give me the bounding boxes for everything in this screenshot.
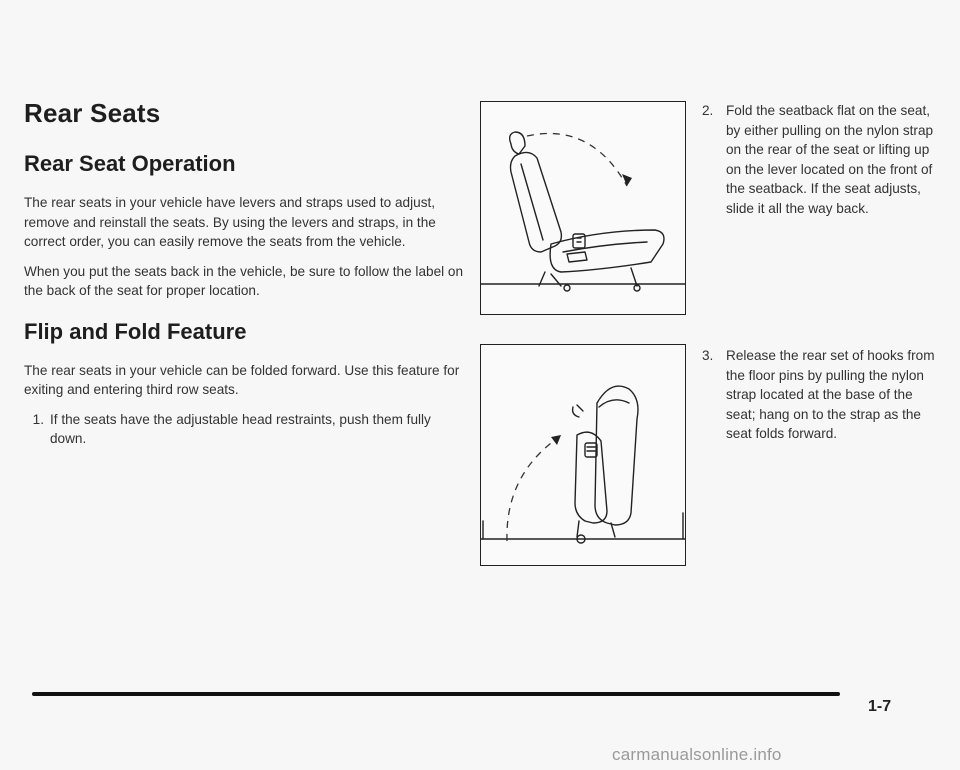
step-list-left (24, 410, 464, 449)
list-item (24, 410, 464, 449)
rear-seat-operation-heading: Rear Seat Operation (24, 151, 236, 176)
seatback-fold-illustration (480, 101, 686, 315)
left-column (24, 98, 464, 449)
operation-paragraph-2: When you put the seats back in the vehicle, be sure to follow the label on the back of the seat for proper location. (24, 263, 464, 298)
list-item (702, 101, 942, 218)
step-number: 3. (702, 348, 714, 363)
right-column-step-3 (702, 346, 942, 444)
seat-tumble-illustration (480, 344, 686, 566)
section-title: Rear Seats (24, 98, 161, 128)
step-text: If the seats have the adjustable head restraints, push them fully down. (50, 411, 431, 446)
flip-fold-heading: Flip and Fold Feature (24, 318, 247, 344)
footer-rule (32, 692, 840, 696)
watermark: carmanualsonline.info (612, 745, 782, 764)
step-text: Fold the seatback flat on the seat, by either pulling on the nylon strap on the rear of the seat or lifting up on the lever located on the front of the seatback. If the seat adjusts, slide it all the way back. (726, 103, 934, 216)
page-number: 1-7 (868, 698, 892, 715)
list-item (702, 346, 942, 444)
flip-fold-intro: The rear seats in your vehicle can be folded forward. Use this feature for exiting and entering third row seats. (24, 362, 460, 397)
step-number: 2. (702, 103, 714, 118)
operation-paragraph-1: The rear seats in your vehicle have levers and straps used to adjust, remove and reinstall the seats. By using the levers and straps, in the correct order, you can easily remove the seats from the vehicle. (24, 195, 436, 249)
step-number: 1. (32, 411, 44, 427)
right-column-step-2 (702, 101, 942, 218)
step-text: Release the rear set of hooks from the floor pins by pulling the nylon strap located at the base of the seat; hang on to the strap as the seat folds forward. (726, 348, 935, 441)
